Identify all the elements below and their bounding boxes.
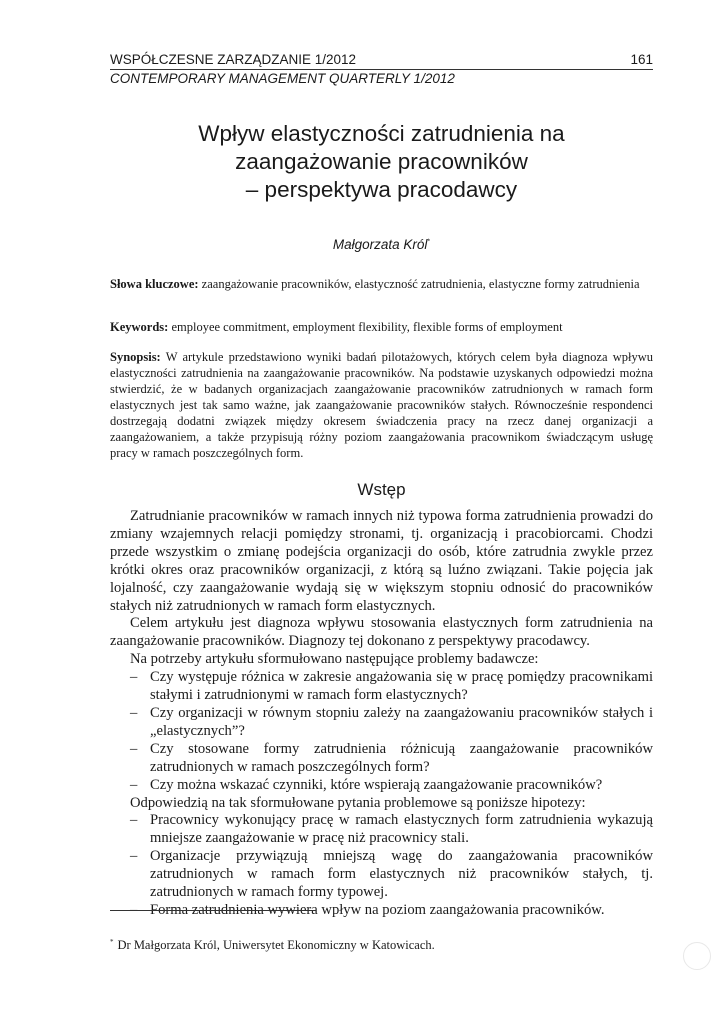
- section-heading: Wstęp: [357, 480, 406, 499]
- journal-name-en: CONTEMPORARY MANAGEMENT QUARTERLY 1/2012: [110, 71, 455, 86]
- journal-name-pl: WSPÓŁCZESNE ZARZĄDZANIE 1/2012: [110, 52, 357, 67]
- intro-paragraph-2: Celem artykułu jest diagnoza wpływu stosowania elastycznych form zatrudnienia na zaangażowanie pracowników. Diagnozy tej dokonano z perspektywy pracodawcy.: [110, 615, 653, 650]
- title-line-1: Wpływ elastyczności zatrudnienia na: [198, 121, 565, 146]
- corner-watermark-icon: [683, 942, 711, 970]
- title-line-3: – perspektywa pracodawcy: [245, 177, 518, 202]
- research-problems-list: [110, 669, 653, 794]
- keywords-en: [110, 319, 653, 335]
- list-item: – Czy można wskazać czynniki, które wspierają zaangażowanie pracowników?: [110, 777, 653, 795]
- footnote-divider: [110, 910, 316, 911]
- list-item: – Czy organizacji w równym stopniu zależy na zaangażowaniu pracowników stałych i „elastycznych”?: [110, 705, 653, 741]
- keywords-pl-label: Słowa kluczowe:: [110, 277, 199, 291]
- running-head-top-line: [110, 52, 653, 70]
- intro-paragraph-4: Odpowiedzią na tak sformułowane pytania problemowe są poniższe hipotezy:: [130, 794, 586, 811]
- keywords-en-text: employee commitment, employment flexibility, flexible forms of employment: [171, 320, 563, 334]
- article-body: [110, 508, 653, 920]
- list-item: – Pracownicy wykonujący pracę w ramach elastycznych form zatrudnienia wykazują mniejsze zaangażowanie w pracę niż pracownicy stali.: [110, 812, 653, 848]
- hypotheses-list: [110, 812, 653, 919]
- synopsis-text: W artykule przedstawiono wyniki badań pilotażowych, których celem była diagnoza wpływu elastyczności zatrudnienia na zaangażowanie pracowników. Na podstawie uzyskanych odpowiedzi można stwierdzić, że w badanych organizacjach zaangażowanie pracowników zatrudnionych w ramach form elastycznych jest tak samo ważne, jak zaangażowanie pracowników stałych. Równocześnie respondenci dostrzegają dodatni związek między okresem świadczenia pracy na rzecz danej organizacji a zaangażowaniem, a także przypisują różny poziom zaangażowania pracownikom świadczącym usługę pracy w ramach poszczególnych form.: [110, 350, 653, 460]
- footnote-text: Dr Małgorzata Król, Uniwersytet Ekonomiczny w Katowicach.: [117, 938, 435, 953]
- list-item: – Organizacje przywiązują mniejszą wagę do zaangażowania pracowników zatrudnionych w ramach form elastycznych niż pracowników stałych, tj. zatrudnionych w ramach formy typowej.: [110, 848, 653, 902]
- author-footnote-marker: *: [427, 238, 431, 246]
- footnote-marker: *: [110, 938, 114, 946]
- article-title: [110, 120, 653, 204]
- footnote: [110, 935, 653, 953]
- keywords-pl: [110, 276, 653, 292]
- list-item: – Czy stosowane formy zatrudnienia różnicują zaangażowanie pracowników zatrudnionych w ramach poszczególnych form?: [110, 741, 653, 777]
- keywords-en-label: Keywords:: [110, 320, 169, 334]
- list-item: – Forma zatrudnienia wywiera wpływ na poziom zaangażowania pracowników.: [110, 902, 653, 920]
- synopsis-label: Synopsis:: [110, 350, 161, 364]
- intro-paragraph-3: Na potrzeby artykułu sformułowano następujące problemy badawcze:: [130, 651, 539, 668]
- intro-paragraph-1: Zatrudnianie pracowników w ramach innych niż typowa forma zatrudnienia prowadzi do zmiany wzajemnych relacji pomiędzy stronami, tj. organizacją i pracobiorcami. Chodzi przede wszystkim o zmianę podejścia organizacji do osób, które zatrudnia zwykle przez krótki okres oraz pracowników organizacji, z którą są luźno związani. Takie pojęcia jak lojalność, czy zaangażowanie wydają się w większym stopniu odnosić do pracowników stałych niż zatrudnionych w ramach form elastycznych.: [110, 508, 653, 614]
- running-head: [110, 52, 653, 87]
- author-name: Małgorzata Król: [332, 237, 428, 252]
- synopsis: [110, 349, 653, 461]
- page-number: 161: [630, 52, 653, 67]
- title-line-2: zaangażowanie pracowników: [235, 149, 528, 174]
- author: [110, 237, 653, 252]
- list-item: – Czy występuje różnica w zakresie angażowania się w pracę pomiędzy pracownikami stałymi i zatrudnionymi w ramach form elastycznych?: [110, 669, 653, 705]
- keywords-pl-text: zaangażowanie pracowników, elastyczność zatrudnienia, elastyczne formy zatrudnienia: [201, 277, 640, 291]
